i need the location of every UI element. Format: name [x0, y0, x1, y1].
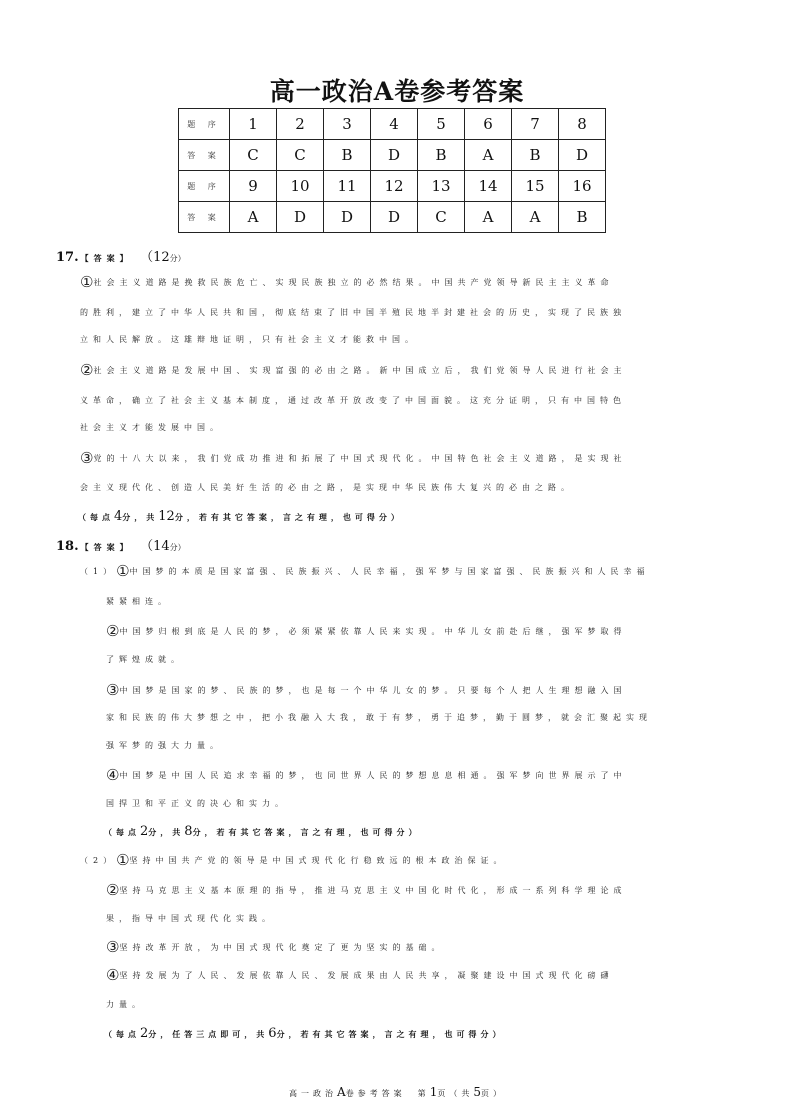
line-text: 社会主义道路是发展中国、实现富强的必由之路。新中国成立后，我们党领导人民进行社会主 — [93, 366, 627, 375]
points-value: （14 — [146, 539, 170, 554]
line-text: 社会主义道路是挽救民族危亡、实现民族独立的必然结果。中国共产党领导新民主主义革命 — [93, 278, 614, 287]
line-text: 坚持发展为了人民、发展依靠人民、发展成果由人民共享，凝聚建设中国式现代化磅礴 — [119, 971, 614, 980]
table-row — [179, 109, 606, 140]
score-text: （每点 — [104, 1029, 140, 1039]
table-cell: 9 — [230, 171, 277, 202]
points — [147, 250, 186, 265]
answer-line — [80, 851, 507, 869]
points — [147, 539, 186, 554]
table-cell: 2 — [277, 109, 324, 140]
line-text: 中国梦的本质是国家富强、民族振兴、人民幸福，强军梦与国家富强、民族振兴和人民幸福 — [129, 567, 650, 576]
score-number: 12 — [158, 509, 175, 524]
score-text: 分，共 — [148, 827, 185, 837]
footer-text: A — [337, 1085, 346, 1099]
table-cell: D — [371, 202, 418, 233]
circled-number-3: ③ — [106, 938, 120, 956]
answer-line: 义革命，确立了社会主义基本制度，通过改革开放改变了中国面貌。这充分证明，只有中国特色 — [80, 396, 626, 405]
answer-line — [80, 562, 650, 580]
footer-text: 页（共 — [437, 1089, 474, 1098]
table-cell: D — [277, 202, 324, 233]
table-cell: 4 — [371, 109, 418, 140]
table-cell: 11 — [324, 171, 371, 202]
line-text: 中国梦是国家的梦、民族的梦，也是每一个中华儿女的梦。只要每个人把人生理想融入国 — [119, 686, 627, 695]
points-unit: 分） — [169, 543, 186, 552]
answer-line — [106, 766, 627, 784]
answer-line: 的胜利，建立了中华人民共和国，彻底结束了旧中国半殖民地半封建社会的历史，实现了民族独 — [80, 308, 626, 317]
circled-number-4: ④ — [106, 966, 120, 984]
answer-line: 力量。 — [106, 1000, 145, 1009]
table-row — [179, 171, 606, 202]
row-header: 题 序 — [179, 109, 230, 140]
circled-number-2: ② — [80, 361, 94, 379]
answer-line — [106, 681, 627, 699]
line-text: 中国梦是中国人民追求幸福的梦，也同世界人民的梦想息息相通。强军梦向世界展示了中 — [119, 771, 627, 780]
answer-line: 社会主义才能发展中国。 — [80, 423, 223, 432]
table-cell: A — [465, 202, 512, 233]
score-number: 8 — [184, 824, 193, 839]
table-row — [179, 140, 606, 171]
table-cell: B — [559, 202, 606, 233]
circled-number-2: ② — [106, 622, 120, 640]
line-text: 坚持马克思主义基本原理的指导，推进马克思主义中国化时代化，形成一系列科学理论成 — [119, 886, 627, 895]
table-cell: 1 — [230, 109, 277, 140]
table-cell: 3 — [324, 109, 371, 140]
table-cell: C — [230, 140, 277, 171]
part-label: （1） — [80, 567, 117, 576]
table-cell: B — [324, 140, 371, 171]
scoring-note — [104, 824, 421, 839]
part-label: （2） — [80, 856, 117, 865]
table-cell: 10 — [277, 171, 324, 202]
points-unit: 分） — [169, 254, 186, 263]
table-cell: C — [277, 140, 324, 171]
table-cell: 6 — [465, 109, 512, 140]
table-cell: 12 — [371, 171, 418, 202]
answer-line: 家和民族的伟大梦想之中，把小我融入大我，敢于有梦，勇于追梦，勤于圆梦，就会汇聚起实现 — [106, 713, 652, 722]
answer-line: 果，指导中国式现代化实践。 — [106, 914, 275, 923]
table-cell: B — [418, 140, 465, 171]
answer-table — [178, 108, 606, 233]
score-text: 分，若有其它答案，言之有理，也可得分） — [174, 512, 403, 522]
table-cell: A — [230, 202, 277, 233]
table-cell: D — [559, 140, 606, 171]
answer-line: 了辉煌成就。 — [106, 655, 184, 664]
answer-tag: 【答案】 — [80, 253, 133, 263]
table-cell: 14 — [465, 171, 512, 202]
answer-line — [106, 938, 445, 956]
circled-number-2: ② — [106, 881, 120, 899]
question-number: 17. — [56, 250, 79, 265]
scoring-note — [78, 509, 403, 524]
score-text: 分，若有其它答案，言之有理，也可得分） — [276, 1029, 505, 1039]
score-number: 2 — [140, 824, 149, 839]
circled-number-1: ① — [116, 851, 130, 869]
answer-line — [80, 449, 627, 467]
answer-line — [106, 966, 614, 984]
answer-line — [80, 361, 627, 379]
line-text: 党的十八大以来，我们党成功推进和拓展了中国式现代化。中国特色社会主义道路，是实现社 — [93, 454, 627, 463]
question-number: 18. — [56, 539, 79, 554]
score-number: 4 — [114, 509, 123, 524]
circled-number-4: ④ — [106, 766, 120, 784]
table-row — [179, 202, 606, 233]
table-cell: 16 — [559, 171, 606, 202]
answer-line: 立和人民解放。这雄辩地证明，只有社会主义才能救中国。 — [80, 335, 418, 344]
score-text: 分，任答三点即可，共 — [148, 1029, 269, 1039]
table-cell: D — [324, 202, 371, 233]
footer-text: 卷参考答案 第 — [345, 1089, 430, 1098]
circled-number-3: ③ — [106, 681, 120, 699]
answer-line: 紧紧相连。 — [106, 597, 171, 606]
score-number: 6 — [268, 1026, 277, 1041]
q17-heading — [56, 246, 186, 265]
answer-line: 强军梦的强大力量。 — [106, 741, 223, 750]
footer-text: 页） — [480, 1089, 505, 1098]
score-text: 分，共 — [122, 512, 159, 522]
circled-number-1: ① — [80, 273, 94, 291]
line-text: 中国梦归根到底是人民的梦，必须紧紧依靠人民来实现。中华儿女前赴后继，强军梦取得 — [119, 627, 627, 636]
row-header: 题 序 — [179, 171, 230, 202]
answer-line — [106, 881, 627, 899]
score-text: 分，若有其它答案，言之有理，也可得分） — [192, 827, 421, 837]
page-footer — [0, 1085, 794, 1099]
row-header: 答 案 — [179, 202, 230, 233]
table-cell: 7 — [512, 109, 559, 140]
footer-text: 高一政治 — [289, 1089, 338, 1098]
table-cell: B — [512, 140, 559, 171]
circled-number-3: ③ — [80, 449, 94, 467]
answer-line — [80, 273, 614, 291]
score-text: （每点 — [104, 827, 140, 837]
answer-line: 会主义现代化、创造人民美好生活的必由之路，是实现中华民族伟大复兴的必由之路。 — [80, 483, 574, 492]
answer-tag: 【答案】 — [80, 542, 133, 552]
q18-heading — [56, 535, 186, 554]
answer-line — [106, 622, 627, 640]
answer-line: 国捍卫和平正义的决心和实力。 — [106, 799, 288, 808]
table-cell: 13 — [418, 171, 465, 202]
page-number: 1 — [429, 1085, 438, 1099]
table-cell: 5 — [418, 109, 465, 140]
table-cell: 15 — [512, 171, 559, 202]
points-value: （12 — [146, 250, 170, 265]
score-number: 2 — [140, 1026, 149, 1041]
table-cell: D — [371, 140, 418, 171]
table-cell: A — [512, 202, 559, 233]
line-text: 坚持中国共产党的领导是中国式现代化行稳致远的根本政治保证。 — [129, 856, 507, 865]
circled-number-1: ① — [116, 562, 130, 580]
score-text: （每点 — [78, 512, 114, 522]
table-cell: C — [418, 202, 465, 233]
line-text: 坚持改革开放，为中国式现代化奠定了更为坚实的基础。 — [119, 943, 445, 952]
page-title: 高一政治A卷参考答案 — [269, 77, 525, 106]
scoring-note — [104, 1026, 505, 1041]
table-cell: A — [465, 140, 512, 171]
table-cell: 8 — [559, 109, 606, 140]
page-total: 5 — [473, 1085, 481, 1099]
row-header: 答 案 — [179, 140, 230, 171]
